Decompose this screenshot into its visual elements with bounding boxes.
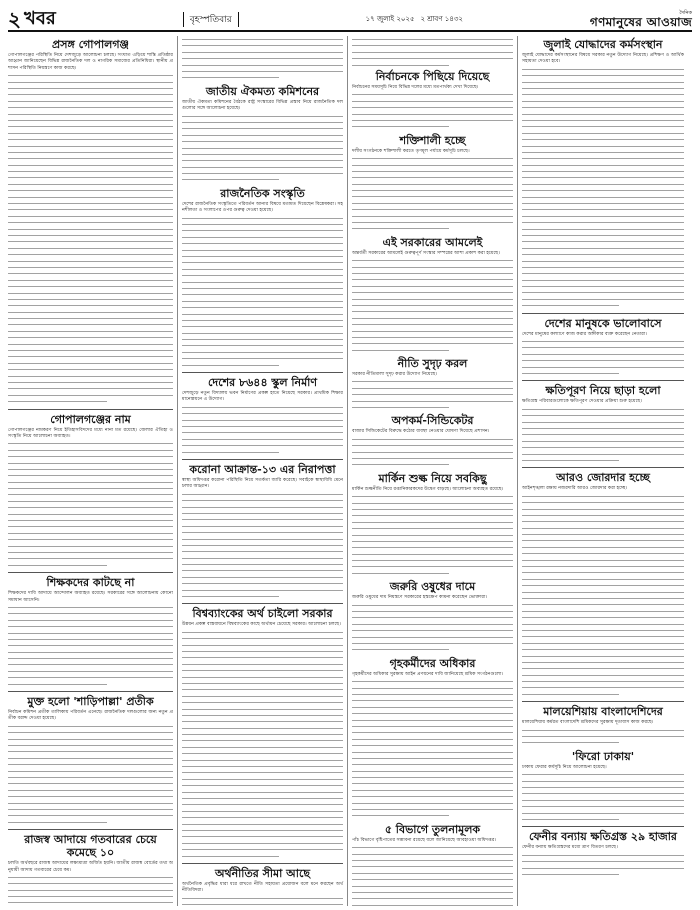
text-lines <box>352 36 513 68</box>
article-text: অন্তর্বর্তী সরকারের আমলেই গুরুত্বপূর্ণ সংস্কার সম্পন্নের আশা প্রকাশ করা হয়েছে। <box>352 250 500 256</box>
article-text: নির্বাচনের সময়সূচি নিয়ে বিভিন্ন দলের মধ্যে মতপার্থক্য দেখা দিয়েছে। <box>352 84 479 90</box>
text-line <box>182 593 279 599</box>
text-line <box>182 176 279 182</box>
article-economy <box>182 867 343 906</box>
article-text: সরকার নীতিমালা সুদৃঢ় করার উদ্যোগ নিয়েছে। <box>352 372 438 378</box>
text-lines <box>522 406 684 464</box>
text-line <box>8 819 107 825</box>
article-pullback <box>522 750 684 823</box>
article-headline: দেশের ৮৬৪৪ স্কুল নির্মাণ <box>207 376 318 390</box>
page-section-name: খবর <box>24 8 56 29</box>
article-text: গৃহকর্মীদের অধিকার সুরক্ষায় আইন প্রণয়নের দাবি জানিয়েছে শ্রমিক সংগঠনগুলো। <box>352 671 504 677</box>
article-text: স্বাস্থ্য অধিদপ্তর করোনা পরিস্থিতি নিয়ে সতর্কতা জারি করেছে। সবাইকে স্বাস্থ্যবিধি মেনে চলার আহ্বান। <box>182 477 343 490</box>
article-power <box>352 134 513 232</box>
text-lines <box>182 36 343 81</box>
text-line <box>352 404 449 410</box>
date-box <box>366 13 463 25</box>
article-body <box>182 391 343 404</box>
article-text: পাঁচ বিভাগে বৃষ্টিপাতের সম্ভাবনা রয়েছে বলে জানিয়েছে আবহাওয়া অধিদপ্তর। <box>352 837 497 843</box>
text-lines <box>522 852 684 878</box>
text-line <box>352 347 449 353</box>
text-line <box>522 457 619 463</box>
article-text: দলীয় সংগঠনকে শক্তিশালী করতে তৃণমূল পর্যায়ে কর্মসূচি চলছে। <box>352 148 470 154</box>
article-text: মালয়েশিয়ায় কর্মরত বাংলাদেশি শ্রমিকদের সুরক্ষায় দূতাবাস কাজ করছে। <box>522 720 654 726</box>
newspaper-logo <box>590 10 692 29</box>
text-lines <box>182 113 343 183</box>
article-headline: মার্কিন শুল্ক নিয়ে সবকিছু <box>378 471 487 485</box>
article-education <box>8 576 173 687</box>
article-gopalganj-name <box>8 413 173 569</box>
article-text: গোপালগঞ্জের পরিস্থিতি নিয়ে দেশজুড়ে আলোচনা চলছে। সংঘাত এড়িয়ে শান্তি প্রতিষ্ঠার আহ্বান জানিয়েছেন বিভিন্ন রাজনৈতিক দল ও নাগরিক সমাজের প্রতিনিধিরা। স্থানীয় প্রশাসন পরিস্থিতি নিয়ন্ত্রণে কাজ করছে। <box>8 53 173 71</box>
article-people <box>522 317 684 377</box>
text-lines <box>352 844 513 906</box>
article-body <box>182 100 343 113</box>
text-lines <box>182 895 343 906</box>
article-gopalganj <box>8 38 173 405</box>
text-line <box>522 302 619 308</box>
text-lines <box>352 678 513 819</box>
text-lines <box>522 66 684 309</box>
article-worldbank <box>182 607 343 858</box>
text-line <box>352 62 449 68</box>
article-headline: মালয়েশিয়ায় বাংলাদেশিদের <box>543 705 663 719</box>
article-body <box>8 710 173 723</box>
article-body <box>182 202 343 215</box>
article-body <box>182 478 343 491</box>
column-2 <box>178 36 348 906</box>
article-text: শিক্ষকদের দাবি আদায়ে আন্দোলন অব্যাহত রয়েছে। সরকারের সঙ্গে আলোচনায় কোনো সমাধান আসেনি। <box>8 591 173 603</box>
article-headline: বিশ্বব্যাংকের অর্থ চাইলো সরকার <box>192 607 333 621</box>
article-politics <box>182 187 343 368</box>
article-headline: শিক্ষকদের কাটছে না <box>46 576 135 590</box>
article-headline: রাজনৈতিক সংস্কৃতি <box>220 186 305 200</box>
article-syndicate <box>352 414 513 467</box>
article-stronger <box>522 471 684 697</box>
article-body <box>8 428 173 441</box>
page-number-label <box>8 9 56 29</box>
article-revenue <box>8 833 173 906</box>
article-flood <box>522 830 684 877</box>
article-text: দেশের মানুষের কল্যাণে কাজ করার অঙ্গীকার ব্যক্ত করেছেন নেতারা। <box>522 331 647 337</box>
article-headline: জুলাই যোদ্ধাদের কর্মসংস্থান <box>543 38 663 51</box>
article-text: চলতি অর্থবছরে রাজস্ব আদায়ের লক্ষ্যমাত্রা অর্জিত হয়নি। জাতীয় রাজস্ব বোর্ডের তথ্য অনুযায়ী আদায় গতবারের চেয়ে কম। <box>8 861 173 873</box>
columns <box>8 36 692 906</box>
text-line <box>8 681 107 687</box>
article-text: উন্নয়ন প্রকল্প বাস্তবায়নে বিশ্বব্যাংকের কাছে অর্থায়ন চেয়েছে সরকার। আলোচনা চলছে। <box>182 622 341 628</box>
text-line <box>522 739 619 745</box>
article-body <box>522 53 684 66</box>
text-line <box>8 398 107 404</box>
text-line <box>352 123 449 129</box>
text-lines <box>8 72 173 404</box>
article-election <box>352 70 513 130</box>
article-text: আইনশৃঙ্খলা রক্ষায় নজরদারি আরও জোরদার করা হচ্ছে। <box>522 486 628 492</box>
article-headline: শক্তিশালী হচ্ছে <box>399 133 466 147</box>
text-line <box>352 225 449 231</box>
text-line <box>182 74 279 80</box>
weekday: বৃহস্পতিবার <box>183 12 239 27</box>
article-headline: ফেনীর বন্যায় ক্ষতিগ্রস্ত ২৯ হাজার <box>529 830 677 844</box>
article-text: ক্ষতিগ্রস্ত পরিবারগুলোকে ক্ষতিপূরণ দেওয়ার প্রক্রিয়া শুরু হয়েছে। <box>522 399 642 405</box>
article-headline: নির্বাচনকে পিছিয়ে দিয়েছে <box>375 69 490 83</box>
logo-title: গণমানুষের আওয়াজ <box>589 14 692 29</box>
article-covid <box>182 463 343 599</box>
article-headline: জরুরি ওষুধের দামে <box>389 580 476 594</box>
article-workers <box>352 657 513 819</box>
text-lines <box>352 436 513 468</box>
article-malaysia <box>522 705 684 746</box>
text-line <box>182 449 279 455</box>
text-line <box>352 812 449 818</box>
article-headline: অপকর্ম-সিন্ডিকেটর <box>391 414 474 428</box>
text-line <box>182 853 279 859</box>
text-lines <box>182 491 343 600</box>
text-lines <box>352 602 513 653</box>
article-headline: 'ফিরো ঢাকায়' <box>571 749 635 763</box>
article-text: জুলাই যোদ্ধাদের কর্মসংস্থানের বিষয়ে সরকার নতুন উদ্যোগ নিয়েছে। প্রশিক্ষণ ও আর্থিক সহায়তা দেওয়া হবে। <box>522 53 684 65</box>
text-line <box>352 646 449 652</box>
article-text: দেশের রাজনৈতিক সংস্কৃতিতে পরিবর্তন আনার বিষয়ে মতামত দিয়েছেন বিশ্লেষকরা। সহনশীলতা ও সংলাপের ওপর গুরুত্ব দেওয়া হয়েছে। <box>182 201 343 214</box>
article-headline: জাতীয় ঐকমত্য কমিশনের <box>205 84 320 98</box>
text-lines <box>352 493 513 576</box>
text-lines <box>352 155 513 232</box>
article-medicine <box>352 580 513 653</box>
article-text: জরুরি ওষুধের দাম নিয়ন্ত্রণে সরকারের হস্তক্ষেপ কামনা করেছেন ভোক্তারা। <box>352 595 488 601</box>
column-4 <box>518 36 688 906</box>
text-lines <box>182 215 343 368</box>
article-text: দেশজুড়ে নতুন বিদ্যালয় ভবন নির্মাণের প্রকল্প হাতে নিয়েছে সরকার। প্রাথমিক শিক্ষার মানোন্নয়নে এ উদ্যোগ। <box>182 391 343 403</box>
text-lines <box>8 440 173 568</box>
text-lines <box>522 727 684 746</box>
article-headline: ক্ষতিপূরণ নিয়ে ছাড়া হলো <box>545 384 661 398</box>
article-consensus <box>182 85 343 183</box>
text-lines <box>522 338 684 376</box>
article-headline: করোনা আক্রান্ত-১৩ এর নিরাপত্তা <box>189 462 336 476</box>
page-number: ২ <box>8 7 22 31</box>
article-headline: এই সরকারের আমলেই <box>382 235 483 249</box>
article-headline: প্রসঙ্গ গোপালগঞ্জ <box>52 38 129 51</box>
article-text: নির্বাচন কমিশন প্রতীক তালিকায় পরিবর্তন এনেছে। রাজনৈতিক দলগুলোর জন্য নতুন প্রতীক বরাদ্দ দেওয়া হয়েছে। <box>8 710 173 722</box>
article-body <box>8 591 173 604</box>
text-line <box>352 570 449 576</box>
article-headline: দেশের মানুষকে ভালোবাসে <box>544 316 662 330</box>
article-body <box>182 882 343 895</box>
article-policy <box>352 357 513 410</box>
text-line <box>352 902 513 906</box>
text-line <box>522 871 619 877</box>
text-lines <box>352 91 513 129</box>
text-line <box>182 362 279 368</box>
text-line <box>522 370 619 376</box>
text-lines <box>8 723 173 825</box>
article-body <box>8 53 173 72</box>
masthead <box>8 8 692 32</box>
article-division <box>352 823 513 906</box>
logo-prefix: দৈনিক <box>679 9 692 16</box>
article-headline: আরও জোরদার হচ্ছে <box>556 471 650 485</box>
text-line <box>8 562 107 568</box>
article-intro <box>182 36 343 81</box>
article-govt <box>352 236 513 353</box>
article-body <box>8 861 173 874</box>
date-bangla: ২ শ্রাবণ ১৪৩২ <box>420 15 463 23</box>
article-schools <box>182 376 343 455</box>
text-lines <box>352 378 513 410</box>
article-july <box>522 38 684 309</box>
text-line <box>182 901 343 906</box>
article-text: ফেনীর বন্যায় ক্ষতিগ্রস্তদের মধ্যে ত্রাণ বিতরণ চলছে। <box>522 845 618 851</box>
article-headline: রাজস্ব আদায়ে গতবারের চেয়ে কমেছে ১০ <box>24 833 157 860</box>
column-1 <box>8 36 178 906</box>
text-lines <box>8 604 173 687</box>
text-lines <box>182 404 343 455</box>
text-lines <box>182 629 343 859</box>
text-line <box>522 691 619 697</box>
article-text: গোপালগঞ্জের নামকরণ নিয়ে ইতিহাসবিদদের মধ্যে নানা মত রয়েছে। জেলার ঐতিহ্য ও সংস্কৃতি নিয়ে আলোচনা অব্যাহত। <box>8 427 173 439</box>
article-headline: মুক্ত হলো 'শাড়িপাল্লা' প্রতীক <box>27 695 154 709</box>
article-text: বাজার সিন্ডিকেটের বিরুদ্ধে কঠোর ব্যবস্থা নেওয়ার ঘোষণা দিয়েছে প্রশাসন। <box>352 429 490 435</box>
article-text: মার্কিন শুল্কনীতি নিয়ে রপ্তানিকারকদের উদ্বেগ বাড়ছে। আলোচনা অব্যাহত রয়েছে। <box>352 486 504 492</box>
text-line <box>352 461 449 467</box>
article-headline: গৃহকর্মীদের অধিকার <box>389 656 476 670</box>
article-headline: ৫ বিভাগে তুলনামূলক <box>384 822 481 836</box>
article-freed <box>8 695 173 825</box>
article-text: জাতীয় ঐকমত্য কমিশনের বৈঠকে রাষ্ট্র সংস্কারের বিভিন্ন প্রস্তাব নিয়ে রাজনৈতিক দলগুলোর সঙ্গে আলোচনা হয়েছে। <box>182 99 343 112</box>
article-text: ঢাকায় ফেরার কর্মসূচি নিয়ে আলোচনা হয়েছে। <box>522 764 607 770</box>
text-line <box>522 816 619 822</box>
article-headline: অর্থনীতির সীমা আছে <box>214 866 311 880</box>
column-3 <box>348 36 518 906</box>
article-us-tariff <box>352 472 513 576</box>
text-lines <box>522 771 684 822</box>
dateline <box>183 12 239 27</box>
text-lines <box>522 493 684 698</box>
article-headline: নীতি সুদৃঢ় করল <box>397 357 468 371</box>
article-compensation <box>522 384 684 463</box>
text-lines <box>352 257 513 353</box>
text-lines <box>8 874 173 906</box>
article-text: অর্থনৈতিক প্রবৃদ্ধির ধারা ধরে রাখতে নীতি সহায়তা প্রয়োজন বলে মনে করছেন অর্থনীতিবিদরা। <box>182 881 343 894</box>
article-headline: গোপালগঞ্জের নাম <box>50 412 131 426</box>
date-english: ১৭ জুলাই ২০২৫ <box>365 15 415 23</box>
